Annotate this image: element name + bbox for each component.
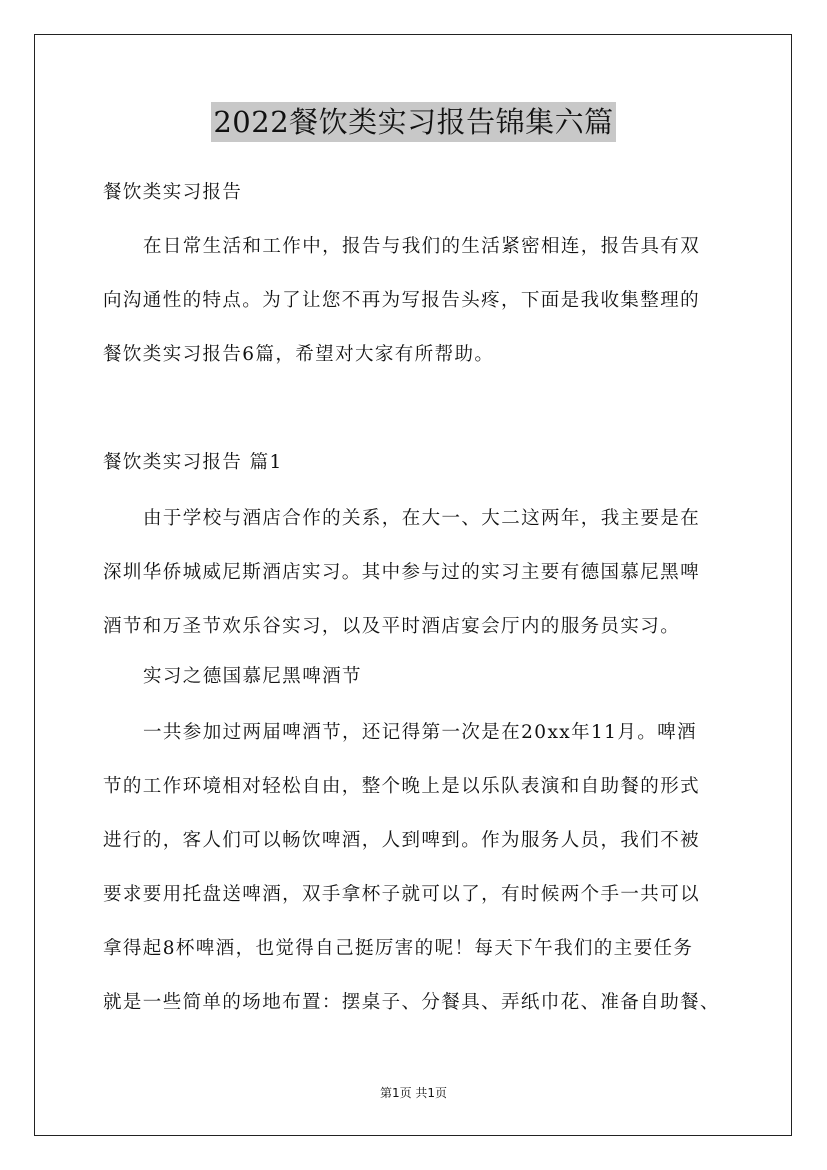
paragraph-line: 进行的，客人们可以畅饮啤酒，人到啤到。作为服务人员，我们不被 (103, 830, 701, 851)
paragraph-line: 向沟通性的特点。为了让您不再为写报告头疼，下面是我收集整理的 (103, 290, 701, 311)
title-container (0, 102, 827, 142)
section-heading: 餐饮类实习报告 篇1 (103, 452, 283, 473)
page-footer (0, 1083, 827, 1103)
paragraph-line: 由于学校与酒店合作的关系，在大一、大二这两年，我主要是在 (143, 508, 701, 529)
paragraph-line: 酒节和万圣节欢乐谷实习，以及平时酒店宴会厅内的服务员实习。 (103, 616, 681, 637)
paragraph-line: 要求要用托盘送啤酒，双手拿杯子就可以了，有时候两个手一共可以 (103, 884, 701, 905)
document-title: 2022餐饮类实习报告锦集六篇 (211, 102, 615, 142)
paragraph-line: 节的工作环境相对轻松自由，整个晚上是以乐队表演和自助餐的形式 (103, 776, 701, 797)
paragraph-line: 就是一些简单的场地布置：摆桌子、分餐具、弄纸巾花、准备自助餐、 (103, 992, 720, 1013)
paragraph-line: 深圳华侨城威尼斯酒店实习。其中参与过的实习主要有德国慕尼黑啤 (103, 562, 701, 583)
paragraph-line: 餐饮类实习报告6篇，希望对大家有所帮助。 (103, 344, 495, 365)
paragraph-line: 拿得起8杯啤酒，也觉得自己挺厉害的呢！每天下午我们的主要任务 (103, 938, 694, 959)
paragraph-line: 在日常生活和工作中，报告与我们的生活紧密相连，报告具有双 (143, 236, 701, 257)
paragraph-line: 一共参加过两届啤酒节，还记得第一次是在20xx年11月。啤酒 (143, 722, 697, 743)
page-number-label: 第1页 共1页 (379, 1086, 448, 1100)
subsection-heading: 实习之德国慕尼黑啤酒节 (143, 666, 362, 687)
section-heading: 餐饮类实习报告 (103, 182, 243, 203)
